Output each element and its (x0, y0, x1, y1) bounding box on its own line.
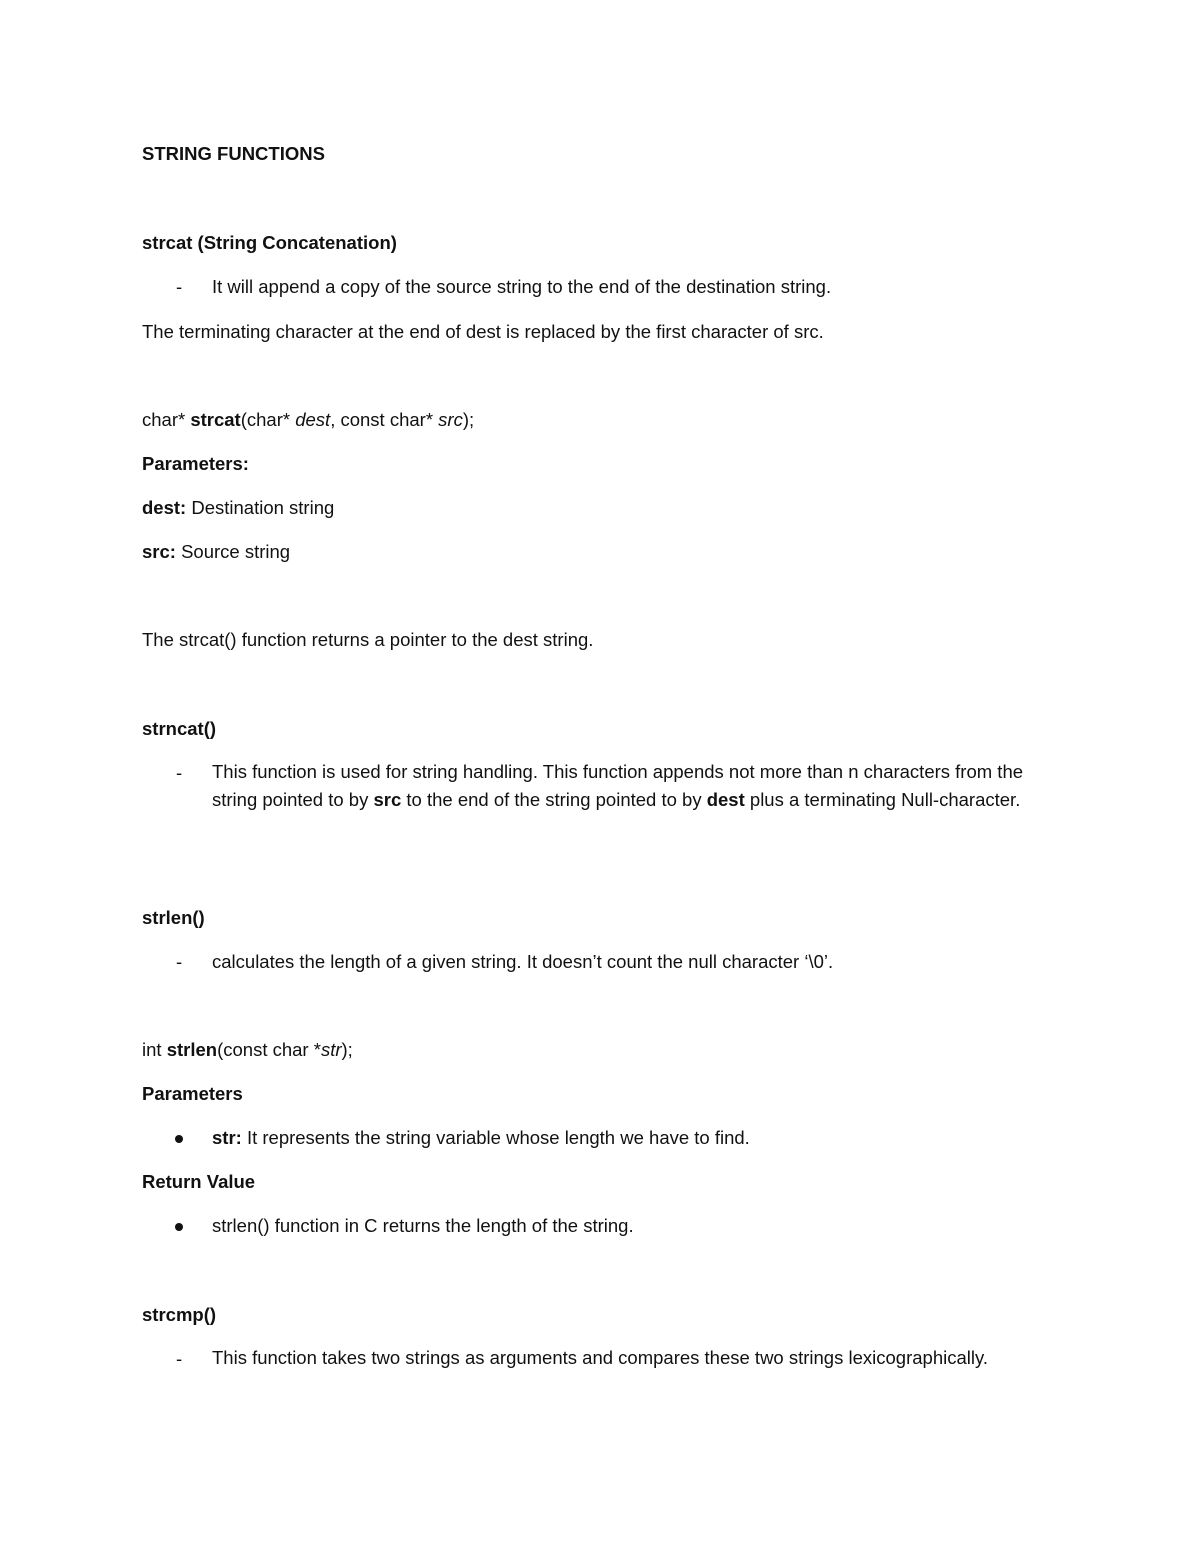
param-desc: Destination string (186, 497, 335, 518)
dash-marker: - (176, 951, 183, 972)
signature-arg: dest (295, 409, 331, 430)
dash-marker: - (176, 1348, 183, 1369)
signature-arg: str (320, 1039, 342, 1060)
strncat-heading: strncat() (142, 718, 217, 739)
param-desc: Source string (175, 541, 291, 562)
param-src (142, 543, 290, 562)
strcat-note: The terminating character at the end of dest is replaced by the first character of src. (142, 321, 824, 342)
paragraph-text: to the end of the string pointed to by (401, 789, 707, 810)
signature-function-name: strlen (166, 1039, 218, 1060)
param-desc: It represents the string variable whose length we have to find. (241, 1127, 750, 1148)
strncat-description (212, 758, 1058, 814)
strcmp-description: This function takes two strings as arguments and compares these two strings lexicographically. (212, 1347, 988, 1368)
strcat-return-text: The strcat() function returns a pointer to the dest string. (142, 629, 594, 650)
strcat-signature (142, 411, 474, 430)
signature-return-type: int (142, 1039, 167, 1060)
signature-text: (char* (240, 409, 296, 430)
signature-text: ); (341, 1039, 353, 1060)
param-name: dest: (142, 497, 187, 518)
strlen-signature (142, 1041, 353, 1060)
strlen-heading: strlen() (142, 907, 205, 928)
paragraph-text: This function is used for string handling. This function appends not more than n characters from the string pointed to by (212, 761, 1024, 810)
signature-arg: src (438, 409, 463, 430)
inline-code-src: src (373, 789, 402, 810)
signature-function-name: strcat (190, 409, 241, 430)
param-dest (142, 499, 334, 518)
paragraph-text: plus a terminating Null-character. (744, 789, 1021, 810)
signature-return-type: char* (142, 409, 191, 430)
bullet-icon (175, 1223, 183, 1231)
document-title: STRING FUNCTIONS (142, 143, 325, 164)
signature-text: , const char* (330, 409, 439, 430)
dash-marker: - (176, 762, 183, 783)
signature-text: ); (462, 409, 475, 430)
strcmp-heading: strcmp() (142, 1304, 217, 1325)
param-name: src: (142, 541, 176, 562)
strlen-return-heading: Return Value (142, 1171, 256, 1192)
param-name: str: (212, 1127, 242, 1148)
inline-code-dest: dest (706, 789, 745, 810)
dash-marker: - (176, 276, 183, 297)
strlen-return-text: strlen() function in C returns the length of the string. (212, 1215, 634, 1236)
strcat-parameters-heading: Parameters: (142, 453, 249, 474)
signature-text: (const char * (217, 1039, 321, 1060)
bullet-icon (175, 1135, 183, 1143)
strcat-description: It will append a copy of the source string to the end of the destination string. (212, 276, 832, 297)
param-str (212, 1129, 750, 1148)
strlen-description: calculates the length of a given string. It doesn’t count the null character ‘\0’. (212, 951, 834, 972)
strlen-parameters-heading: Parameters (142, 1083, 243, 1104)
strcat-heading: strcat (String Concatenation) (142, 232, 397, 253)
